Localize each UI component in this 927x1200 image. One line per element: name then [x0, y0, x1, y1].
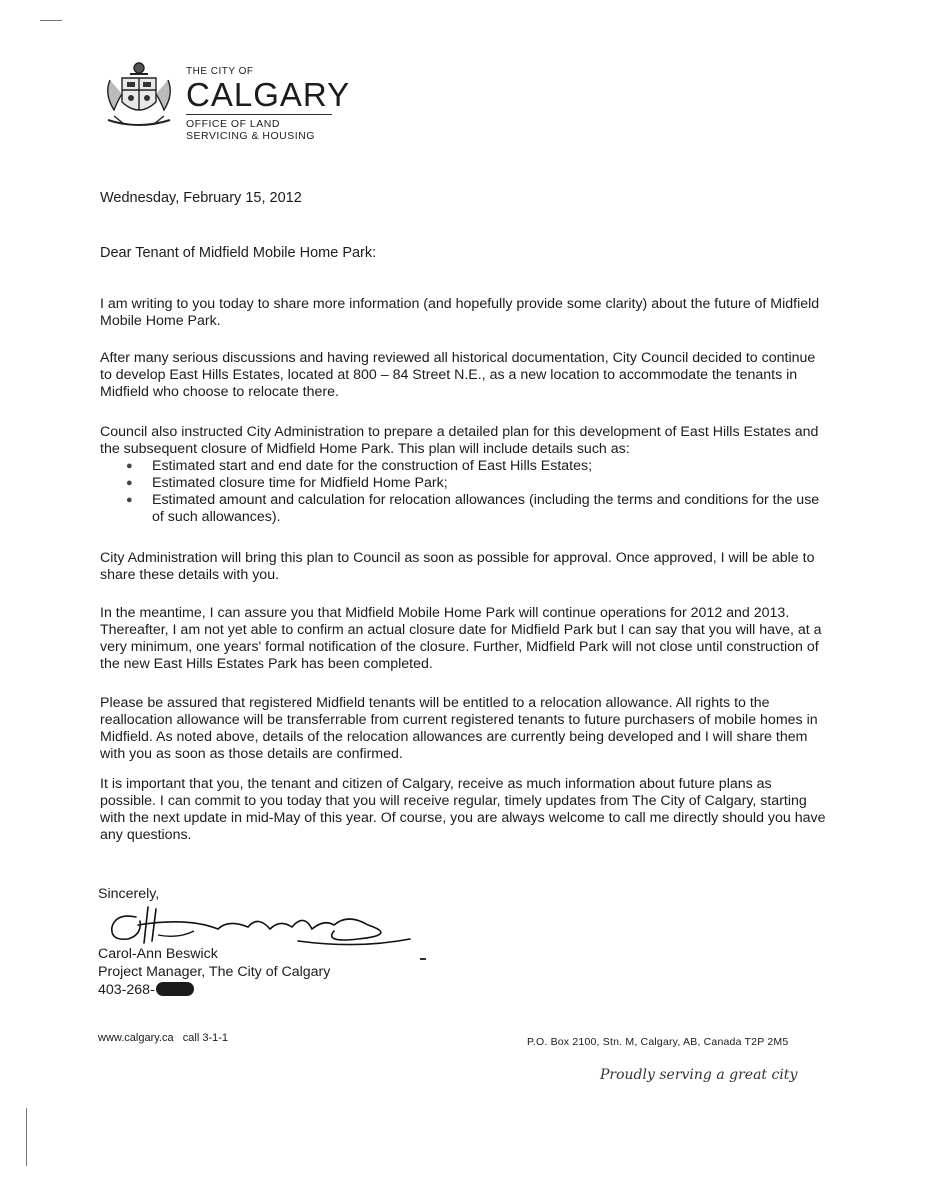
list-item: [122, 475, 830, 492]
letterhead-divider: [186, 114, 332, 115]
signatory-title: Project Manager, The City of Calgary: [98, 964, 331, 980]
footer-website: www.calgary.ca: [98, 1032, 174, 1044]
footer-tagline: Proudly serving a great city: [600, 1067, 798, 1083]
paragraph: I am writing to you today to share more information (and hopefully provide some clarity) about the future of Midfield Mobile Home Park.: [100, 296, 820, 329]
signatory-name: Carol-Ann Beswick: [98, 946, 218, 962]
letterhead-city-name: CALGARY: [186, 76, 351, 113]
paragraph: City Administration will bring this plan to Council as soon as possible for approval. Once approved, I will be able to share these details with you.: [100, 550, 815, 583]
footer-call: call 3-1-1: [182, 1032, 229, 1044]
footer-contact: [98, 1032, 228, 1044]
bullet-icon: ●: [126, 494, 133, 506]
city-crest-icon: [100, 60, 178, 132]
letterhead-department-line2: SERVICING & HOUSING: [186, 130, 315, 142]
scan-mark: [40, 20, 62, 21]
paragraph: In the meantime, I can assure you that Midfield Mobile Home Park will continue operations for 2012 and 2013. Thereafter, I am not yet able to confirm an actual closure date for Midfield Park but I can say that you will have, at a very minimum, one years' formal notification of the closure. Further, Midfield Park will not close until construction of the new East Hills Estates Park has been completed.: [100, 605, 822, 672]
list-item: [122, 458, 830, 475]
paragraph: It is important that you, the tenant and citizen of Calgary, receive as much information about future plans as possible. I can commit to you today that you will receive regular, timely updates from The City of Calgary, starting with the next update in mid-May of this year. Of course, you are always welcome to call me directly should you have any questions.: [100, 776, 826, 843]
list-item-text: Estimated closure time for Midfield Home Park;: [152, 475, 448, 491]
bullet-icon: ●: [126, 477, 133, 489]
footer-address: P.O. Box 2100, Stn. M, Calgary, AB, Canada T2P 2M5: [527, 1036, 789, 1048]
redaction-mark: [156, 982, 194, 996]
list-item: [122, 492, 830, 526]
letter-closing: Sincerely,: [98, 886, 160, 902]
letterhead-department-line1: OFFICE OF LAND: [186, 118, 280, 130]
bullet-icon: ●: [126, 460, 133, 472]
phone-visible-digits: 403-268-: [98, 982, 155, 998]
scan-mark: [420, 958, 426, 960]
scan-mark: [26, 1108, 27, 1166]
letter-salutation: Dear Tenant of Midfield Mobile Home Park:: [100, 245, 377, 261]
list-item-text: Estimated start and end date for the construction of East Hills Estates;: [152, 458, 593, 474]
letter-date: Wednesday, February 15, 2012: [100, 190, 302, 206]
letterhead-city-prefix: THE CITY OF: [186, 66, 254, 77]
plan-details-list: [122, 458, 830, 526]
signatory-phone: [98, 982, 194, 999]
list-item-text: Estimated amount and calculation for relocation allowances (including the terms and conditions for the use of such allowances).: [152, 492, 820, 525]
paragraph: Council also instructed City Administration to prepare a detailed plan for this development of East Hills Estates and the subsequent closure of Midfield Home Park. This plan will include details such as:: [100, 424, 819, 457]
paragraph: After many serious discussions and having reviewed all historical documentation, City Council decided to continue to develop East Hills Estates, located at 800 – 84 Street N.E., as a new location to accommodate the tenants in Midfield who choose to relocate there.: [100, 350, 816, 400]
paragraph: Please be assured that registered Midfield tenants will be entitled to a relocation allowance. All rights to the reallocation allowance will be transferrable from current registered tenants to future purchasers of mobile homes in Midfield. As noted above, details of the relocation allowances are currently being developed and I will share them with you as soon as those details are confirmed.: [100, 695, 818, 762]
